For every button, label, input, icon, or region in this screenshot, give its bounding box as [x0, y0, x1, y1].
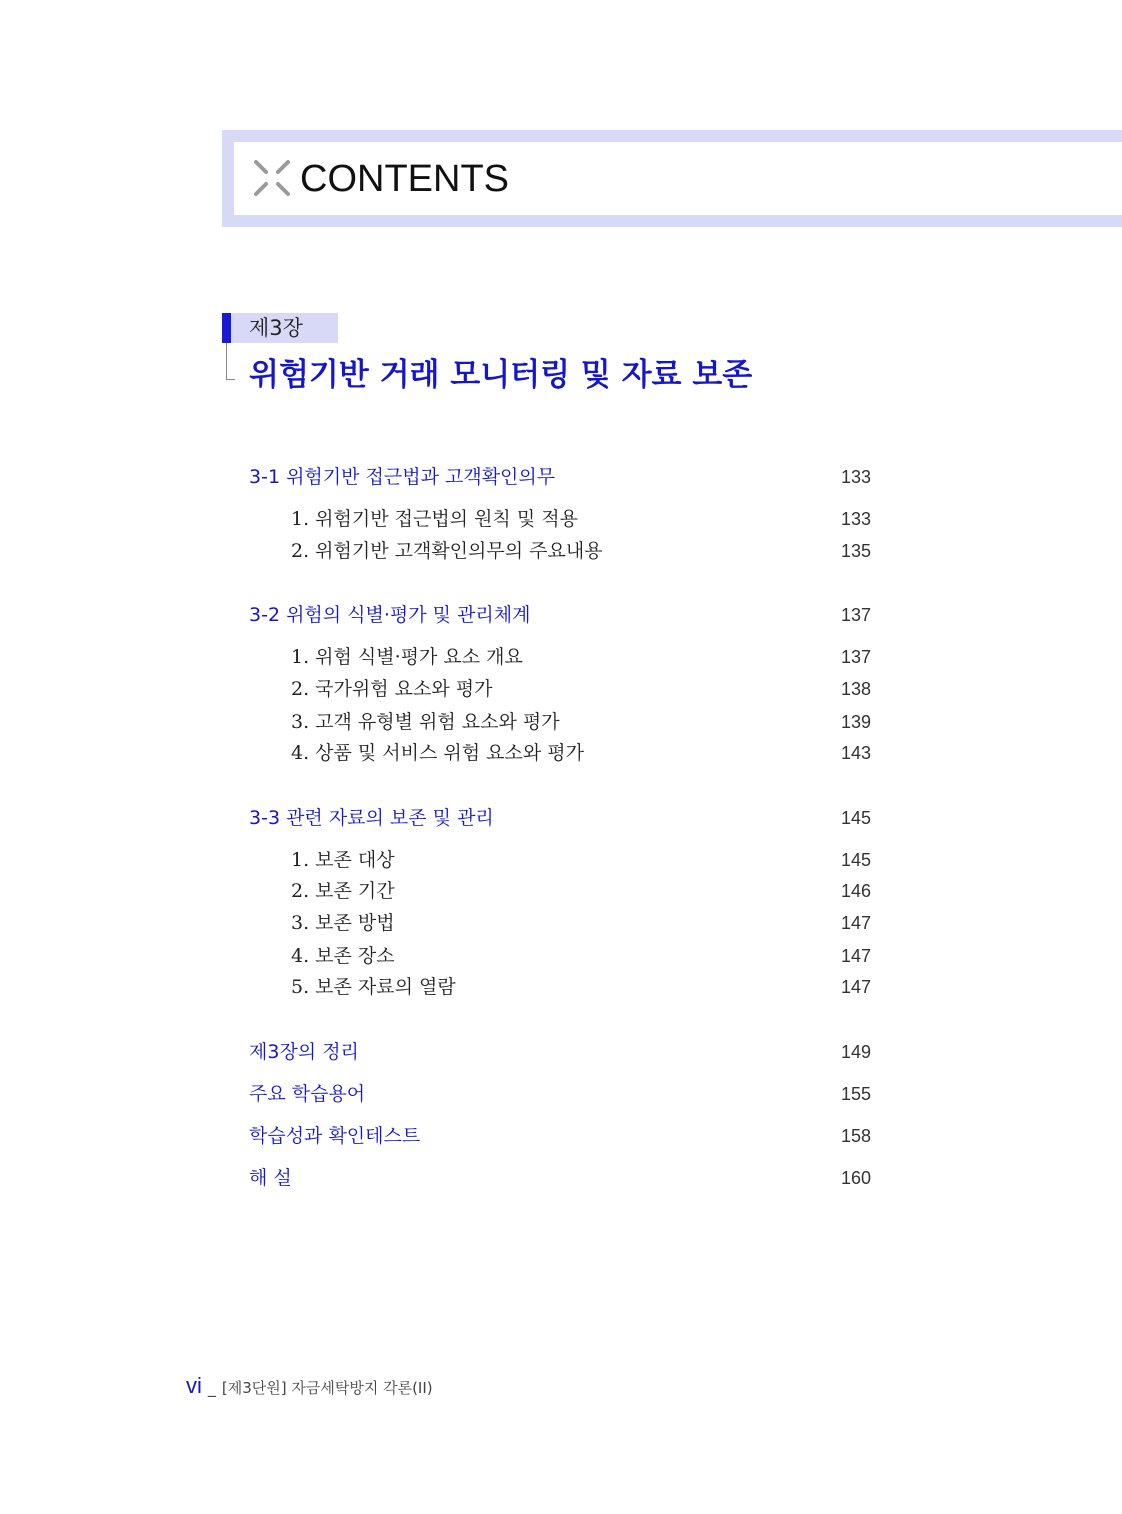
toc-item[interactable] [249, 738, 871, 768]
toc-page-number: 158 [840, 1126, 871, 1146]
toc-page-number: 143 [840, 743, 871, 763]
toc-page-number: 135 [840, 541, 871, 561]
toc-page-number: 133 [840, 467, 871, 487]
toc-page-number: 160 [840, 1168, 871, 1188]
footer-running-title: [제3단원] 자금세탁방지 각론(II) [221, 1379, 433, 1397]
toc-label: 1. 위험기반 접근법의 원칙 및 적용 [291, 508, 578, 530]
toc-item[interactable] [249, 642, 871, 672]
toc-label: 2. 보존 기간 [291, 880, 395, 902]
toc-label: 4. 보존 장소 [291, 945, 395, 967]
toc-label: 제3장의 정리 [249, 1041, 359, 1063]
cross-arrows-icon [252, 158, 292, 198]
toc-item[interactable] [249, 674, 871, 704]
toc-item[interactable] [249, 972, 871, 1002]
toc-label: 3. 고객 유형별 위험 요소와 평가 [291, 711, 560, 733]
toc-section-3-2[interactable] [249, 600, 871, 630]
toc-page-number: 147 [840, 977, 871, 997]
toc-page-number: 145 [840, 850, 871, 870]
toc-label: 2. 위험기반 고객확인의무의 주요내용 [291, 540, 603, 562]
toc-page-number: 146 [840, 881, 871, 901]
toc-chapter-summary[interactable] [249, 1037, 871, 1067]
toc-page-number: 139 [840, 712, 871, 732]
toc-label: 학습성과 확인테스트 [249, 1125, 421, 1147]
chapter-tag-label: 제3장 [249, 316, 303, 340]
toc-label: 주요 학습용어 [249, 1083, 366, 1105]
toc-item[interactable] [249, 536, 871, 566]
footer-page-number: vi [186, 1373, 202, 1398]
toc-item[interactable] [249, 876, 871, 906]
toc-page-number: 155 [840, 1084, 871, 1104]
toc-item[interactable] [249, 707, 871, 737]
toc-label: 3-3 관련 자료의 보존 및 관리 [249, 807, 494, 829]
toc-label: 3-1 위험기반 접근법과 고객확인의무 [249, 466, 556, 488]
toc-label: 3. 보존 방법 [291, 912, 395, 934]
toc-label: 5. 보존 자료의 열람 [291, 976, 456, 998]
toc-item[interactable] [249, 504, 871, 534]
toc-answers[interactable] [249, 1163, 871, 1193]
footer-separator: _ [207, 1378, 216, 1397]
toc-label: 2. 국가위험 요소와 평가 [291, 678, 493, 700]
toc-item[interactable] [249, 908, 871, 938]
chapter-tag-bar [222, 313, 231, 343]
toc-page-number: 137 [840, 605, 871, 625]
toc-label: 4. 상품 및 서비스 위험 요소와 평가 [291, 742, 584, 764]
toc-page-number: 149 [840, 1042, 871, 1062]
toc-page-number: 145 [840, 808, 871, 828]
toc-label: 해 설 [249, 1167, 292, 1189]
page-title: CONTENTS [300, 158, 509, 200]
toc-label: 1. 보존 대상 [291, 849, 395, 871]
chapter-title: 위험기반 거래 모니터링 및 자료 보존 [249, 357, 753, 393]
toc-page-number: 147 [840, 946, 871, 966]
toc-item[interactable] [249, 845, 871, 875]
toc-page-number: 133 [840, 509, 871, 529]
toc-item[interactable] [249, 941, 871, 971]
toc-label: 3-2 위험의 식별·평가 및 관리체계 [249, 604, 531, 626]
toc-section-3-1[interactable] [249, 462, 871, 492]
toc-section-3-3[interactable] [249, 803, 871, 833]
toc-label: 1. 위험 식별·평가 요소 개요 [291, 646, 523, 668]
contents-banner-inner [234, 142, 1122, 215]
toc-learning-test[interactable] [249, 1121, 871, 1151]
toc-key-terms[interactable] [249, 1079, 871, 1109]
contents-banner [222, 130, 1122, 227]
toc-page-number: 147 [840, 913, 871, 933]
toc-page-number: 137 [840, 647, 871, 667]
page-footer [186, 1372, 433, 1402]
toc-page-number: 138 [840, 679, 871, 699]
chapter-tag [222, 313, 338, 343]
chapter-bracket [226, 343, 235, 380]
